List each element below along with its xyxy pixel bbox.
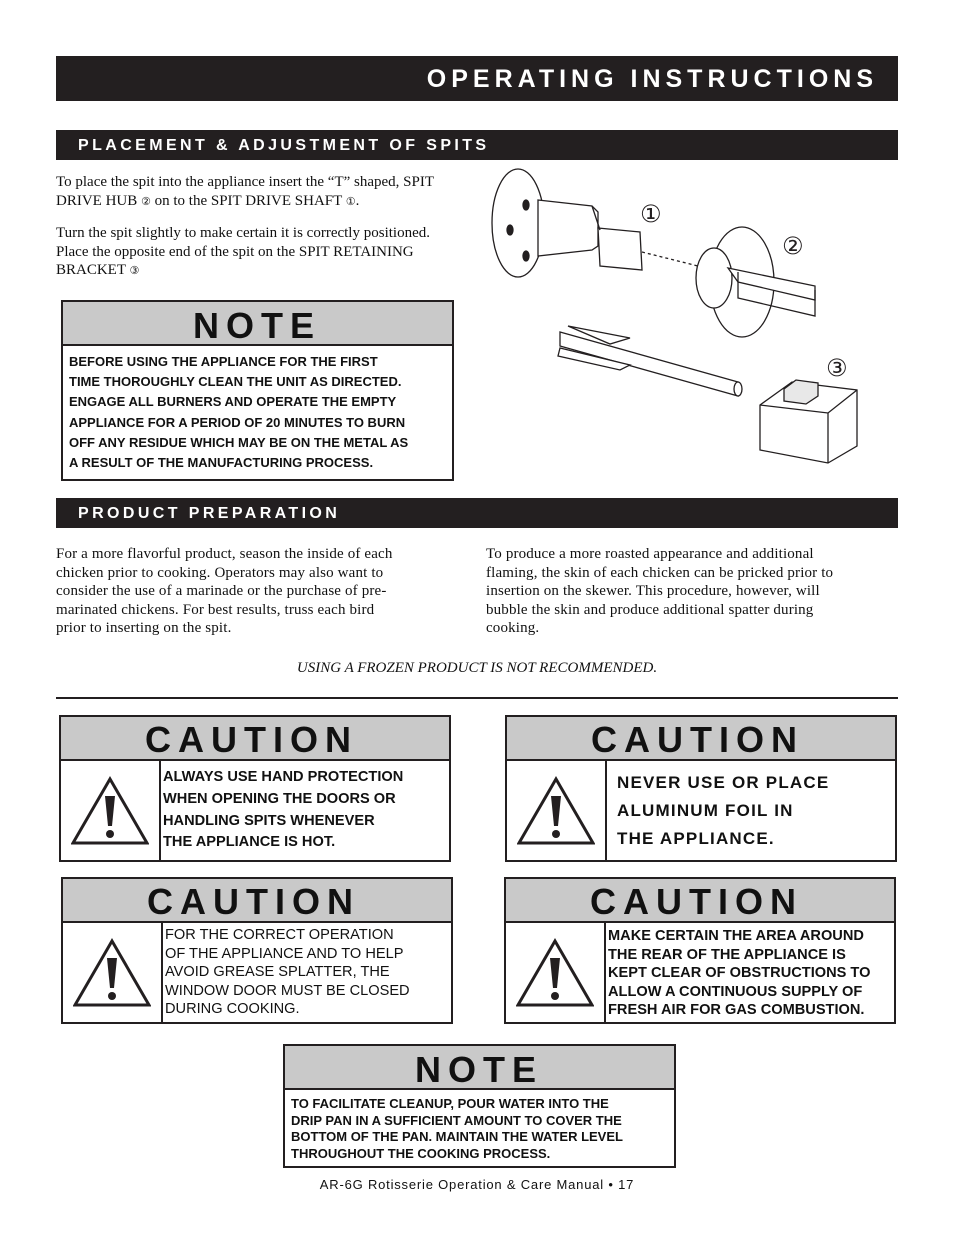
caution-box-rear-clearance	[504, 877, 896, 1024]
flange-bolt-hole	[523, 200, 529, 210]
frozen-product-warning: USING A FROZEN PRODUCT IS NOT RECOMMENDED.	[296, 660, 658, 676]
diagram-label-2: ②	[782, 232, 804, 260]
shaft-number: ①	[345, 194, 356, 208]
caution-line: MAKE CERTAIN THE AREA AROUND	[608, 928, 864, 944]
section-title: PLACEMENT & ADJUSTMENT OF SPITS	[78, 137, 490, 154]
note-line: TO FACILITATE CLEANUP, POUR WATER INTO THE	[291, 1096, 609, 1111]
note-line: BEFORE USING THE APPLIANCE FOR THE FIRST	[69, 354, 378, 369]
flange-bolt-hole	[507, 225, 513, 235]
divider	[56, 697, 898, 699]
text-line: bubble the skin and produce additional spatter during	[486, 601, 814, 618]
alignment-line	[642, 252, 706, 268]
warning-triangle-icon	[61, 761, 161, 860]
caution-text	[161, 761, 449, 860]
caution-line: FOR THE CORRECT OPERATION	[165, 927, 394, 943]
preparation-left-column	[56, 545, 476, 638]
page-header	[56, 56, 898, 101]
spit-skewer	[560, 332, 738, 396]
caution-text	[607, 761, 895, 860]
text-line: prior to inserting on the spit.	[56, 620, 232, 636]
note-line: DRIP PAN IN A SUFFICIENT AMOUNT TO COVER THE	[291, 1112, 622, 1128]
caution-title: CAUTION	[63, 879, 451, 923]
diagram-label-3: ③	[826, 354, 848, 382]
section-title: PRODUCT PREPARATION	[78, 505, 341, 522]
caution-line: KEPT CLEAR OF OBSTRUCTIONS TO	[608, 965, 871, 982]
text-line: To produce a more roasted appearance and additional	[486, 546, 814, 562]
spit-assembly-diagram	[480, 160, 900, 490]
para-text: on to the SPIT DRIVE SHAFT	[154, 192, 343, 209]
hub-collar	[696, 248, 732, 308]
para-text: Turn the spit slightly to make certain it is correctly positioned. Place the opposite end of the spit on the SPIT RETAINING BRACKET	[56, 225, 430, 278]
section-header-placement	[56, 130, 898, 160]
note-line: BOTTOM OF THE PAN. MAINTAIN THE WATER LEVEL	[291, 1129, 623, 1145]
note-line: THROUGHOUT THE COOKING PROCESS.	[291, 1145, 551, 1161]
text-line: chicken prior to cooking. Operators may also want to	[56, 564, 384, 581]
note-text	[63, 346, 452, 473]
note-line: A RESULT OF THE MANUFACTURING PROCESS.	[69, 455, 374, 471]
text-line: insertion on the skewer. This procedure, however, will	[486, 583, 820, 599]
text-line: marinated chickens. For best results, truss each bird	[56, 601, 375, 618]
caution-line: THE APPLIANCE IS HOT.	[163, 834, 336, 851]
caution-line: NEVER USE OR PLACE	[617, 772, 830, 792]
caution-line: THE APPLIANCE.	[617, 828, 775, 848]
caution-line: WHEN OPENING THE DOORS OR	[163, 790, 396, 807]
note-text	[285, 1090, 674, 1162]
note-box-cleaning	[61, 300, 454, 481]
bracket-number: ③	[129, 264, 140, 277]
page-footer: AR-6G Rotisserie Operation & Care Manual • 17	[319, 1177, 635, 1192]
caution-title: CAUTION	[507, 717, 895, 761]
note-line: APPLIANCE FOR A PERIOD OF 20 MINUTES TO BURN	[69, 414, 406, 430]
text-line: cooking.	[486, 620, 540, 636]
note-box-drip-pan	[283, 1044, 676, 1168]
page-title: OPERATING INSTRUCTIONS	[426, 65, 878, 93]
warning-triangle-icon	[507, 761, 607, 860]
caution-line: AVOID GREASE SPLATTER, THE	[165, 964, 390, 981]
hub-number: ②	[141, 194, 151, 208]
placement-paragraph-1	[56, 173, 461, 211]
caution-line: WINDOW DOOR MUST BE CLOSED	[165, 982, 410, 999]
note-title: NOTE	[285, 1046, 674, 1090]
section-header-product-preparation	[56, 498, 898, 528]
caution-line: DURING COOKING.	[165, 1001, 300, 1018]
text-line: flaming, the skin of each chicken can be pricked prior to	[486, 564, 834, 581]
skewer-end	[734, 382, 742, 396]
para-text: .	[355, 192, 360, 209]
placement-paragraph-2	[56, 224, 461, 281]
caution-box-hand-protection	[59, 715, 451, 862]
caution-line: OF THE APPLIANCE AND TO HELP	[165, 945, 404, 962]
note-line: OFF ANY RESIDUE WHICH MAY BE ON THE METAL AS	[69, 434, 409, 450]
caution-line: ALLOW A CONTINUOUS SUPPLY OF	[608, 983, 863, 1000]
drive-shaft-tip	[598, 228, 642, 270]
note-title: NOTE	[63, 302, 452, 346]
preparation-right-column	[486, 545, 906, 638]
caution-title: CAUTION	[506, 879, 894, 923]
diagram-label-1: ①	[640, 200, 662, 228]
para-text: To place the spit into the appliance insert the “T” shaped, SPIT DRIVE HUB	[56, 174, 434, 209]
drive-flange	[492, 169, 544, 277]
caution-line: HANDLING SPITS WHENEVER	[163, 812, 375, 829]
caution-line: ALWAYS USE HAND PROTECTION	[163, 769, 404, 786]
caution-box-window-door	[61, 877, 453, 1024]
caution-text	[606, 923, 894, 1022]
caution-box-aluminum-foil	[505, 715, 897, 862]
text-line: consider the use of a marinade or the purchase of pre-	[56, 583, 387, 599]
caution-line: ALUMINUM FOIL IN	[617, 800, 794, 820]
caution-line: FRESH AIR FOR GAS COMBUSTION.	[608, 1002, 865, 1019]
note-line: ENGAGE ALL BURNERS AND OPERATE THE EMPTY	[69, 394, 397, 410]
drive-shaft	[538, 200, 598, 256]
text-line: For a more flavorful product, season the inside of each	[56, 546, 393, 562]
warning-triangle-icon	[506, 923, 606, 1022]
warning-triangle-icon	[63, 923, 163, 1022]
note-line: TIME THOROUGHLY CLEAN THE UNIT AS DIRECTED.	[69, 374, 402, 390]
caution-text	[163, 923, 451, 1022]
caution-title: CAUTION	[61, 717, 449, 761]
caution-line: THE REAR OF THE APPLIANCE IS	[608, 946, 846, 963]
flange-bolt-hole	[523, 251, 529, 261]
